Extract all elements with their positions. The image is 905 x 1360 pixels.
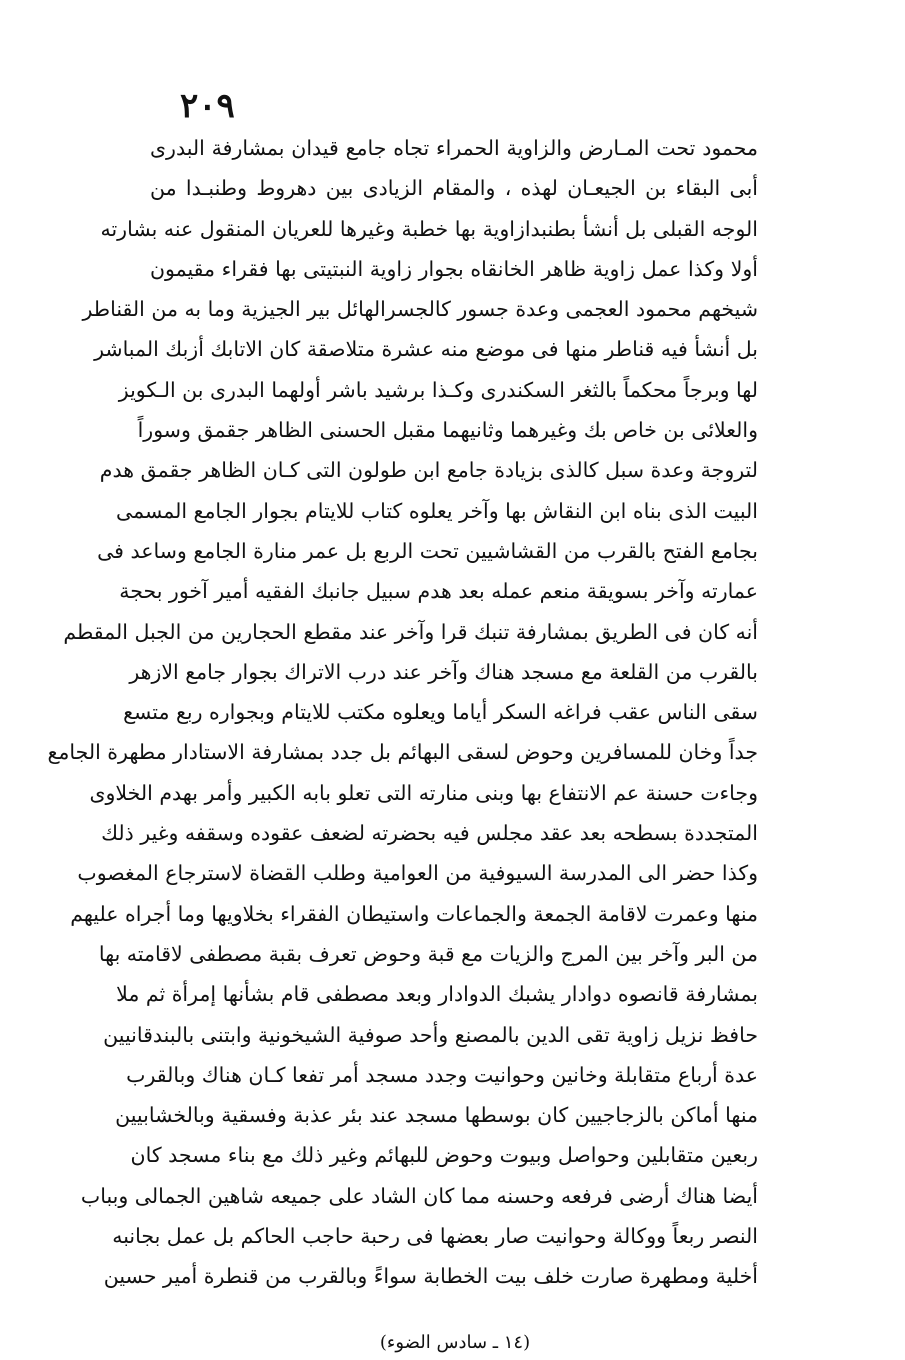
text-line: أيضا هناك أرضى فرفعه وحسنه مما كان الشاد على جميعه شاهين الجمالى وبباب [80, 1183, 758, 1208]
text-line: بل أنشأ فيه قناطر منها فى موضع منه عشرة متلاصقة كان الاتابك أزبك المباشر [94, 337, 758, 362]
text-line: من البر وآخر بين المرج والزيات مع قبة وحوض تعرف بقبة مصطفى لاقامته بها [98, 941, 758, 966]
text-line: البيت الذى بناه ابن النقاش بها وآخر يعلوه كتاب للايتام بجوار الجامع المسمى [116, 498, 758, 523]
text-line: وكذا حضر الى المدرسة السيوفية من العوامية وطلب القضاة لاسترجاع المغصوب [77, 861, 758, 886]
text-line: لها وبرجاً محكماً بالثغر السكندرى وكـذا برشيد باشر أولهما البدرى بن الـكويز [118, 377, 758, 402]
text-line: بالقرب من القلعة مع مسجد هناك وآخر عند درب الاتراك بجوار جامع الازهر [129, 659, 758, 684]
text-line: أولا وكذا عمل زاوية ظاهر الخانقاه بجوار زاوية النبتيتى بها فقراء مقيمون [150, 256, 758, 281]
text-line: المتجددة بسطحه بعد عقد مجلس فيه بحضرته لضعف عقوده وسقفه وغير ذلك [101, 821, 758, 846]
text-line: محمود تحت المـارض والزاوية الحمراء تجاه جامع قيدان بمشارفة البدرى [150, 136, 758, 160]
text-line: لتروجة وعدة سبل كالذى بزيادة جامع ابن طولون التى كـان الظاهر جقمق هدم [99, 458, 758, 483]
text-line: حافظ نزيل زاوية تقى الدين بالمصنع وأحد صوفية الشيخونية وابتنى بالبندقانيين [103, 1022, 758, 1047]
text-line: والعلائى بن خاص بك وغيرهما وثانيهما مقبل الحسنى الظاهر جقمق وسوراً [137, 418, 758, 443]
text-line: عدة أرباع متقابلة وخانين وحوانيت وجدد مسجد أمر تفعا كـان هناك وبالقرب [126, 1062, 758, 1087]
text-line: بمشارفة قانصوه دوادار يشبك الدوادار وبعد مصطفى قام بشأنها إمرأة ثم ملا [116, 982, 758, 1007]
footer-signature: (١٤ ـ سادس الضوء) [379, 1332, 531, 1353]
text-line: أنه كان فى الطريق بمشارفة تنبك قرا وآخر عند مقطع الحجارين من الجبل المقطم [63, 619, 758, 644]
page-number: ٢٠٩ [180, 86, 235, 126]
text-line: بجامع الفتح بالقرب من القشاشيين تحت الربع بل عمر منارة الجامع وساعد فى [97, 538, 758, 563]
text-line: وجاءت حسنة عم الانتفاع بها وبنى منارته التى تعلو بابه الكبير وأمر بهدم الخلاوى [89, 780, 758, 805]
text-line: جداً وخان للمسافرين وحوض لسقى البهائم بل جدد بمشارفة الاستادار مطهرة الجامع [47, 740, 758, 765]
text-line: النصر ربعاً ووكالة وحوانيت صار بعضها فى رحبة حاجب الحاكم بل عمل بجانبه [112, 1224, 758, 1249]
text-line: أخلية ومطهرة صارت خلف بيت الخطابة سواءً وبالقرب من قنطرة أمير حسين [103, 1264, 758, 1289]
text-line: سقى الناس عقب فراغه السكر أياما ويعلوه مكتب للايتام وبجواره ربع متسع [123, 700, 758, 725]
text-line: عمارته وآخر بسويقة منعم عمله بعد هدم سبيل جانبك الفقيه أمير آخور بحجة [119, 579, 758, 604]
text-line: منها وعمرت لاقامة الجمعة والجماعات واستيطان الفقراء بخلاويها وما أجراه عليهم [70, 901, 758, 926]
text-line: الوجه القبلى بل أنشأ بطنبدازاوية بها خطبة وغيرها للعريان المنقول عنه بشارته [100, 216, 758, 241]
text-body [47, 128, 758, 1297]
text-line: منها أماكن بالزجاجيين كان بوسطها مسجد عند بئر عذبة وفسقية وبالخشابيين [115, 1103, 758, 1128]
text-line: ربعين متقابلين وحواصل وبيوت وحوض للبهائم وغير ذلك مع بناء مسجد كان [130, 1143, 758, 1168]
text-line: أبى البقاء بن الجيعـان لهذه ، والمقام الزيادى بين دهروط وطنبـدا من [150, 176, 758, 201]
text-line: شيخهم محمود العجمى وعدة جسور كالجسرالهائل بير الجيزية وما به من القناطر [82, 297, 758, 322]
